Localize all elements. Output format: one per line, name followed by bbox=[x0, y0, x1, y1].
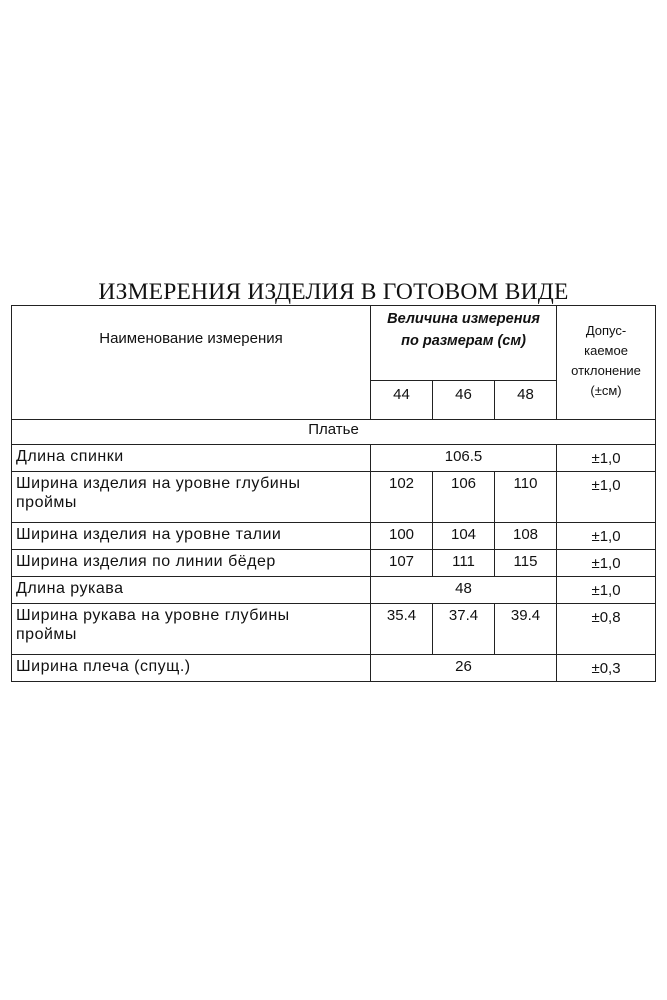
measurement-value-46: 111 bbox=[433, 550, 495, 577]
measurement-value-46: 37.4 bbox=[433, 604, 495, 655]
measurement-name-line-2: проймы bbox=[16, 626, 77, 643]
measurement-value-all-sizes: 48 bbox=[371, 577, 557, 604]
measurement-tolerance: ±0,8 bbox=[557, 604, 656, 655]
measurement-name-line-1: Ширина рукава на уровне глубины bbox=[16, 607, 290, 624]
measurement-name: Длина рукава bbox=[12, 577, 371, 604]
measurement-tolerance: ±1,0 bbox=[557, 550, 656, 577]
measurement-value-44: 102 bbox=[371, 472, 433, 523]
measurement-tolerance: ±1,0 bbox=[557, 523, 656, 550]
measurement-value-46: 106 bbox=[433, 472, 495, 523]
header-tolerance-line-3: отклонение bbox=[571, 363, 641, 378]
table-row bbox=[12, 550, 656, 577]
table-row bbox=[12, 655, 656, 682]
measurement-name: Длина спинки bbox=[12, 445, 371, 472]
measurement-value-all-sizes: 26 bbox=[371, 655, 557, 682]
measurement-tolerance: ±0,3 bbox=[557, 655, 656, 682]
table-row bbox=[12, 523, 656, 550]
measurement-value-48: 115 bbox=[495, 550, 557, 577]
section-title: Платье bbox=[12, 420, 656, 445]
header-tolerance-line-4: (±см) bbox=[590, 383, 622, 398]
measurement-tolerance: ±1,0 bbox=[557, 445, 656, 472]
table-row bbox=[12, 472, 656, 523]
size-44-header: 44 bbox=[371, 381, 433, 420]
header-tolerance-line-2: каемое bbox=[584, 343, 628, 358]
measurement-name: Ширина изделия по линии бёдер bbox=[12, 550, 371, 577]
measurement-name-line-2: проймы bbox=[16, 494, 77, 511]
measurement-value-48: 108 bbox=[495, 523, 557, 550]
measurement-name bbox=[12, 604, 371, 655]
size-46-header: 46 bbox=[433, 381, 495, 420]
size-48-header: 48 bbox=[495, 381, 557, 420]
measurement-value-46: 104 bbox=[433, 523, 495, 550]
section-row bbox=[12, 420, 656, 445]
table-row bbox=[12, 445, 656, 472]
measurement-name bbox=[12, 472, 371, 523]
measurement-name-line-1: Ширина изделия на уровне глубины bbox=[16, 475, 301, 492]
header-sizes-line-1: Величина измерения bbox=[387, 311, 540, 327]
measurement-value-48: 39.4 bbox=[495, 604, 557, 655]
table-header-row bbox=[12, 306, 656, 381]
measurement-value-48: 110 bbox=[495, 472, 557, 523]
measurements-table bbox=[11, 305, 656, 682]
measurement-name: Ширина плеча (спущ.) bbox=[12, 655, 371, 682]
measurement-value-all-sizes: 106.5 bbox=[371, 445, 557, 472]
measurement-tolerance: ±1,0 bbox=[557, 577, 656, 604]
header-sizes-line-2: по размерам (см) bbox=[401, 333, 526, 349]
header-size-values bbox=[371, 306, 557, 381]
measurement-value-44: 107 bbox=[371, 550, 433, 577]
measurement-tolerance: ±1,0 bbox=[557, 472, 656, 523]
header-measurement-name: Наименование измерения bbox=[12, 306, 371, 420]
table-row bbox=[12, 577, 656, 604]
document-title: ИЗМЕРЕНИЯ ИЗДЕЛИЯ В ГОТОВОМ ВИДЕ bbox=[98, 279, 569, 305]
measurement-name: Ширина изделия на уровне талии bbox=[12, 523, 371, 550]
header-tolerance-line-1: Допус- bbox=[585, 323, 627, 338]
measurement-value-44: 100 bbox=[371, 523, 433, 550]
table-row bbox=[12, 604, 656, 655]
measurement-value-44: 35.4 bbox=[371, 604, 433, 655]
header-tolerance bbox=[557, 306, 656, 420]
